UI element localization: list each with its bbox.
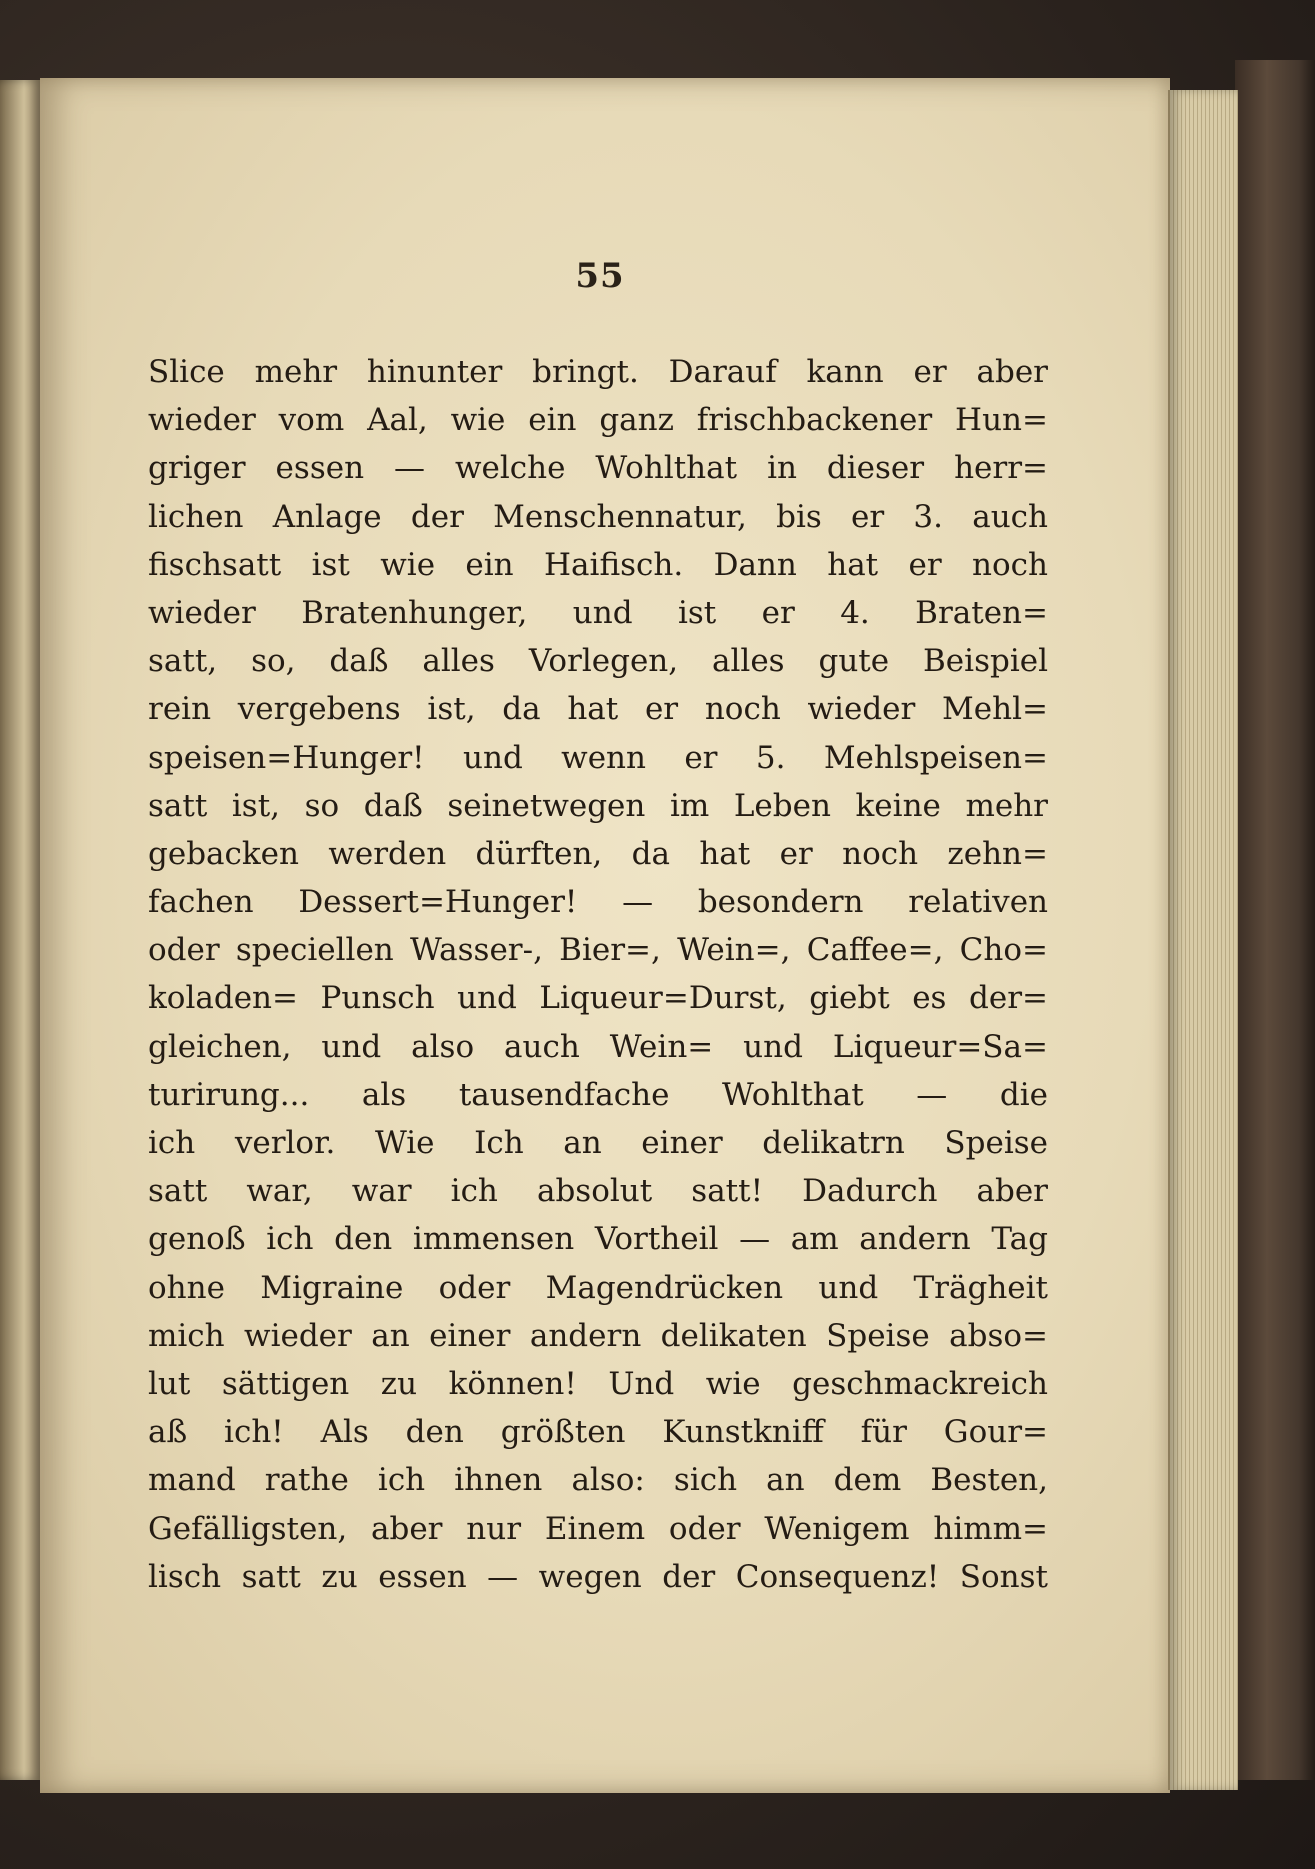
text-line: wieder Bratenhunger, und ist er 4. Braten= — [148, 594, 1048, 631]
text-line: gebacken werden dürften, da hat er noch zehn= — [148, 835, 1048, 872]
left-page-edge — [0, 80, 40, 1780]
text-line: genoß ich den immensen Vortheil — am andern Tag — [148, 1221, 1048, 1258]
text-line: griger essen — welche Wohlthat in dieser herr= — [148, 450, 1048, 487]
book-page — [40, 78, 1170, 1793]
text-line: satt, so, daß alles Vorlegen, alles gute Beispiel — [148, 643, 1048, 680]
text-line: Gefälligsten, aber nur Einem oder Wenigem himm= — [148, 1510, 1048, 1547]
text-line: fischsatt ist wie ein Haifisch. Dann hat er noch — [148, 546, 1048, 583]
text-line: ohne Migraine oder Magendrücken und Trägheit — [148, 1269, 1048, 1306]
text-line: Slice mehr hinunter bringt. Darauf kann er aber — [148, 354, 1048, 390]
page-text — [148, 348, 1048, 1601]
text-line: lichen Anlage der Menschennatur, bis er 3. auch — [148, 498, 1048, 535]
text-line: satt ist, so daß seinetwegen im Leben keine mehr — [148, 787, 1048, 824]
book-cover-edge — [1235, 60, 1315, 1780]
text-line: mand rathe ich ihnen also: sich an dem Besten, — [148, 1462, 1048, 1499]
text-line: gleichen, und also auch Wein= und Liqueur=Sa= — [148, 1028, 1048, 1065]
page-stack-edge — [1168, 90, 1238, 1790]
text-line: turirung... als tausendfache Wohlthat — die — [148, 1076, 1048, 1113]
text-line: lisch satt zu essen — wegen der Consequenz! Sonst — [148, 1558, 1048, 1595]
text-line: fachen Dessert=Hunger! — besondern relativen — [148, 884, 1048, 921]
text-line: rein vergebens ist, da hat er noch wieder Mehl= — [148, 691, 1048, 728]
text-line: speisen=Hunger! und wenn er 5. Mehlspeisen= — [148, 739, 1048, 776]
text-line: aß ich! Als den größten Kunstkniff für Gour= — [148, 1414, 1048, 1451]
text-line: wieder vom Aal, wie ein ganz frischbackener Hun= — [148, 402, 1048, 439]
text-line: satt war, war ich absolut satt! Dadurch aber — [148, 1173, 1048, 1210]
text-line: ich verlor. Wie Ich an einer delikatrn Speise — [148, 1125, 1048, 1161]
text-line: mich wieder an einer andern delikaten Speise abso= — [148, 1317, 1048, 1354]
page-number: 55 — [575, 256, 625, 296]
text-line: koladen= Punsch und Liqueur=Durst, giebt es der= — [148, 980, 1048, 1017]
text-line: lut sättigen zu können! Und wie geschmackreich — [148, 1365, 1048, 1402]
text-line: oder speciellen Wasser-, Bier=, Wein=, Caffee=, Cho= — [148, 932, 1048, 969]
